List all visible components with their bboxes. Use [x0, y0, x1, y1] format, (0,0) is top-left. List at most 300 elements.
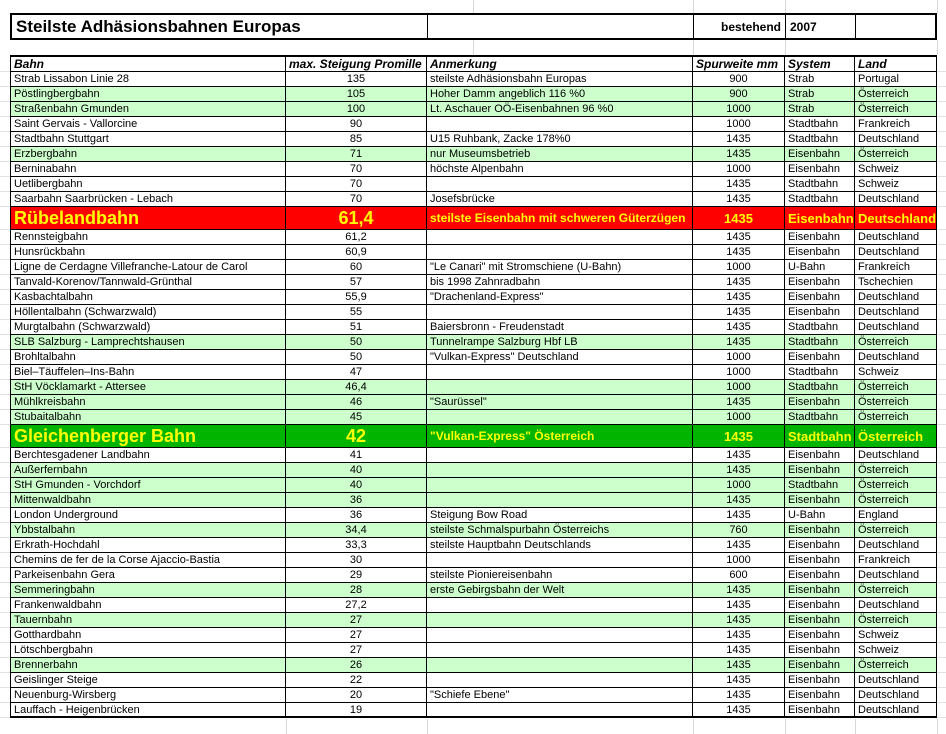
right-margin	[937, 260, 946, 275]
title-spacer-right	[855, 15, 935, 38]
cell-bahn: Pöstlingbergbahn	[10, 87, 286, 102]
left-margin	[0, 132, 10, 147]
left-margin	[0, 177, 10, 192]
cell-land: Österreich	[855, 613, 937, 628]
cell-spurweite: 1435	[693, 493, 785, 508]
cell-land: Deutschland	[855, 568, 937, 583]
cell-bahn: Mittenwaldbahn	[10, 493, 286, 508]
left-margin	[0, 583, 10, 598]
cell-spurweite: 1435	[693, 613, 785, 628]
column-header-bahn: Bahn	[10, 55, 286, 72]
cell-bahn: Brohltalbahn	[10, 350, 286, 365]
table-row	[0, 305, 946, 320]
table-row	[0, 245, 946, 260]
cell-land: Schweiz	[855, 643, 937, 658]
cell-steigung: 27	[286, 628, 427, 643]
cell-bahn: Brennerbahn	[10, 658, 286, 673]
table-row	[0, 553, 946, 568]
left-margin	[0, 365, 10, 380]
column-header-system: System	[785, 55, 855, 72]
cell-system: Eisenbahn	[785, 147, 855, 162]
cell-bahn: Rennsteigbahn	[10, 230, 286, 245]
left-margin	[0, 425, 10, 448]
cell-system: Stadtbahn	[785, 320, 855, 335]
right-margin	[937, 192, 946, 207]
left-margin	[0, 117, 10, 132]
right-margin	[937, 538, 946, 553]
cell-system: Strab	[785, 72, 855, 87]
cell-spurweite: 1435	[693, 463, 785, 478]
cell-bahn: Lauffach - Heigenbrücken	[10, 703, 286, 718]
cell-anmerkung: "Drachenland-Express"	[427, 290, 693, 305]
cell-spurweite: 1435	[693, 305, 785, 320]
gridline	[693, 0, 694, 13]
column-header-land: Land	[855, 55, 937, 72]
cell-spurweite: 1000	[693, 365, 785, 380]
cell-land: England	[855, 508, 937, 523]
cell-steigung: 28	[286, 583, 427, 598]
cell-land: Frankreich	[855, 260, 937, 275]
table-row	[0, 350, 946, 365]
cell-steigung: 70	[286, 192, 427, 207]
cell-steigung: 51	[286, 320, 427, 335]
cell-spurweite: 1435	[693, 320, 785, 335]
cell-land: Deutschland	[855, 350, 937, 365]
table-row	[0, 425, 946, 448]
cell-spurweite: 1435	[693, 192, 785, 207]
table-row	[0, 448, 946, 463]
table-row	[0, 192, 946, 207]
right-margin	[937, 508, 946, 523]
cell-land: Deutschland	[855, 598, 937, 613]
cell-system: Strab	[785, 102, 855, 117]
table-row	[0, 568, 946, 583]
cell-land: Deutschland	[855, 688, 937, 703]
table-body	[0, 72, 946, 718]
cell-anmerkung: Josefsbrücke	[427, 192, 693, 207]
table-row	[0, 493, 946, 508]
cell-steigung: 90	[286, 117, 427, 132]
cell-spurweite: 1435	[693, 703, 785, 718]
right-margin	[937, 132, 946, 147]
gridline	[785, 0, 786, 13]
left-margin	[0, 553, 10, 568]
cell-spurweite: 1000	[693, 380, 785, 395]
cell-system: Eisenbahn	[785, 658, 855, 673]
cell-steigung: 85	[286, 132, 427, 147]
left-margin	[0, 410, 10, 425]
left-margin	[0, 598, 10, 613]
cell-bahn: SLB Salzburg - Lamprechtshausen	[10, 335, 286, 350]
cell-spurweite: 1435	[693, 508, 785, 523]
cell-spurweite: 1000	[693, 162, 785, 177]
cell-anmerkung: Tunnelrampe Salzburg Hbf LB	[427, 335, 693, 350]
cell-spurweite: 1435	[693, 245, 785, 260]
cell-steigung: 36	[286, 493, 427, 508]
cell-bahn: Tanvald-Korenov/Tannwald-Grünthal	[10, 275, 286, 290]
cell-land: Österreich	[855, 335, 937, 350]
cell-system: Eisenbahn	[785, 305, 855, 320]
cell-bahn: Erzbergbahn	[10, 147, 286, 162]
cell-system: Stadtbahn	[785, 410, 855, 425]
left-margin	[0, 395, 10, 410]
cell-land: Österreich	[855, 380, 937, 395]
cell-steigung: 30	[286, 553, 427, 568]
left-margin	[0, 463, 10, 478]
cell-anmerkung	[427, 613, 693, 628]
cell-steigung: 46,4	[286, 380, 427, 395]
cell-system: Eisenbahn	[785, 673, 855, 688]
cell-bahn: StH Vöcklamarkt - Attersee	[10, 380, 286, 395]
cell-steigung: 27	[286, 613, 427, 628]
cell-bahn: Höllentalbahn (Schwarzwald)	[10, 305, 286, 320]
right-margin	[937, 410, 946, 425]
cell-land: Deutschland	[855, 290, 937, 305]
right-margin	[937, 380, 946, 395]
title-bar	[10, 13, 937, 40]
cell-steigung: 36	[286, 508, 427, 523]
cell-system: Stadtbahn	[785, 117, 855, 132]
cell-land: Österreich	[855, 147, 937, 162]
cell-system: Eisenbahn	[785, 448, 855, 463]
column-header-anmerkung: Anmerkung	[427, 55, 693, 72]
table-row	[0, 395, 946, 410]
cell-spurweite: 1000	[693, 117, 785, 132]
gridline	[473, 40, 474, 55]
cell-steigung: 135	[286, 72, 427, 87]
cell-steigung: 40	[286, 463, 427, 478]
right-margin	[937, 305, 946, 320]
cell-steigung: 26	[286, 658, 427, 673]
column-header-steigung: max. Steigung Promille	[286, 55, 427, 72]
cell-system: Eisenbahn	[785, 643, 855, 658]
table-row	[0, 380, 946, 395]
cell-system: Eisenbahn	[785, 703, 855, 718]
cell-anmerkung	[427, 478, 693, 493]
cell-system: Stadtbahn	[785, 425, 855, 448]
cell-system: Eisenbahn	[785, 538, 855, 553]
cell-steigung: 50	[286, 335, 427, 350]
right-margin	[937, 448, 946, 463]
cell-steigung: 100	[286, 102, 427, 117]
right-margin	[937, 365, 946, 380]
right-margin	[937, 598, 946, 613]
cell-bahn: Strab Lissabon Linie 28	[10, 72, 286, 87]
cell-anmerkung: Baiersbronn - Freudenstadt	[427, 320, 693, 335]
cell-steigung: 55,9	[286, 290, 427, 305]
cell-system: Eisenbahn	[785, 463, 855, 478]
right-margin	[937, 350, 946, 365]
cell-anmerkung	[427, 673, 693, 688]
cell-anmerkung	[427, 117, 693, 132]
right-margin	[937, 230, 946, 245]
table-row	[0, 147, 946, 162]
cell-bahn: Kasbachtalbahn	[10, 290, 286, 305]
cell-bahn: Frankenwaldbahn	[10, 598, 286, 613]
cell-land: Deutschland	[855, 192, 937, 207]
bestehend-label: bestehend	[693, 15, 785, 38]
cell-system: Eisenbahn	[785, 688, 855, 703]
cell-anmerkung: steilste Schmalspurbahn Österreichs	[427, 523, 693, 538]
cell-steigung: 20	[286, 688, 427, 703]
table-row	[0, 72, 946, 87]
cell-steigung: 29	[286, 568, 427, 583]
cell-spurweite: 1435	[693, 425, 785, 448]
table-row	[0, 117, 946, 132]
cell-bahn: Straßenbahn Gmunden	[10, 102, 286, 117]
cell-anmerkung	[427, 658, 693, 673]
cell-steigung: 50	[286, 350, 427, 365]
cell-system: Eisenbahn	[785, 628, 855, 643]
right-margin	[937, 102, 946, 117]
left-margin	[0, 448, 10, 463]
table-row	[0, 628, 946, 643]
cell-system: Stadtbahn	[785, 192, 855, 207]
right-margin	[937, 628, 946, 643]
cell-system: Stadtbahn	[785, 478, 855, 493]
railways-table	[0, 55, 946, 718]
cell-steigung: 55	[286, 305, 427, 320]
gridline	[937, 40, 938, 55]
cell-bahn: Murgtalbahn (Schwarzwald)	[10, 320, 286, 335]
left-margin	[0, 350, 10, 365]
cell-bahn: Uetlibergbahn	[10, 177, 286, 192]
cell-system: Eisenbahn	[785, 162, 855, 177]
cell-anmerkung: nur Museumsbetrieb	[427, 147, 693, 162]
right-margin	[937, 643, 946, 658]
cell-system: Eisenbahn	[785, 290, 855, 305]
cell-bahn: Semmeringbahn	[10, 583, 286, 598]
cell-steigung: 33,3	[286, 538, 427, 553]
cell-bahn: Stubaitalbahn	[10, 410, 286, 425]
left-margin	[0, 192, 10, 207]
right-margin	[937, 117, 946, 132]
gridline	[693, 719, 694, 734]
left-margin	[0, 643, 10, 658]
cell-bahn: Gotthardbahn	[10, 628, 286, 643]
table-row	[0, 230, 946, 245]
cell-system: Stadtbahn	[785, 380, 855, 395]
cell-spurweite: 1435	[693, 673, 785, 688]
cell-anmerkung: Steigung Bow Road	[427, 508, 693, 523]
cell-spurweite: 1435	[693, 658, 785, 673]
cell-anmerkung	[427, 380, 693, 395]
cell-steigung: 34,4	[286, 523, 427, 538]
left-margin	[0, 230, 10, 245]
cell-bahn: Stadtbahn Stuttgart	[10, 132, 286, 147]
cell-land: Deutschland	[855, 132, 937, 147]
cell-bahn: Biel–Täuffelen–Ins-Bahn	[10, 365, 286, 380]
cell-anmerkung: bis 1998 Zahnradbahn	[427, 275, 693, 290]
cell-land: Österreich	[855, 463, 937, 478]
right-margin	[937, 320, 946, 335]
left-margin	[0, 493, 10, 508]
cell-spurweite: 1435	[693, 598, 785, 613]
gridline	[427, 719, 428, 734]
cell-anmerkung	[427, 177, 693, 192]
cell-land: Deutschland	[855, 703, 937, 718]
cell-system: Stadtbahn	[785, 365, 855, 380]
left-margin	[0, 290, 10, 305]
table-row	[0, 583, 946, 598]
cell-anmerkung	[427, 410, 693, 425]
cell-anmerkung: "Vulkan-Express" Österreich	[427, 425, 693, 448]
left-margin	[0, 162, 10, 177]
cell-anmerkung	[427, 553, 693, 568]
cell-anmerkung: steilste Adhäsionsbahn Europas	[427, 72, 693, 87]
cell-spurweite: 900	[693, 87, 785, 102]
left-margin	[0, 305, 10, 320]
table-row	[0, 703, 946, 718]
cell-land: Deutschland	[855, 245, 937, 260]
cell-steigung: 27,2	[286, 598, 427, 613]
table-row	[0, 478, 946, 493]
page-title: Steilste Adhäsionsbahnen Europas	[16, 16, 301, 36]
cell-anmerkung: höchste Alpenbahn	[427, 162, 693, 177]
left-margin	[0, 87, 10, 102]
cell-spurweite: 1435	[693, 688, 785, 703]
right-margin	[937, 207, 946, 230]
right-margin	[937, 523, 946, 538]
cell-system: U-Bahn	[785, 508, 855, 523]
cell-land: Schweiz	[855, 162, 937, 177]
cell-land: Deutschland	[855, 305, 937, 320]
cell-system: Eisenbahn	[785, 553, 855, 568]
cell-land: Deutschland	[855, 673, 937, 688]
cell-bahn: Ligne de Cerdagne Villefranche-Latour de Carol	[10, 260, 286, 275]
table-row	[0, 658, 946, 673]
cell-steigung: 60	[286, 260, 427, 275]
cell-anmerkung	[427, 305, 693, 320]
cell-system: Eisenbahn	[785, 275, 855, 290]
left-margin	[0, 207, 10, 230]
gridline	[693, 40, 694, 55]
cell-bahn: Ybbstalbahn	[10, 523, 286, 538]
cell-system: Eisenbahn	[785, 350, 855, 365]
left-margin	[0, 508, 10, 523]
cell-steigung: 46	[286, 395, 427, 410]
cell-land: Tschechien	[855, 275, 937, 290]
left-margin	[0, 147, 10, 162]
left-margin	[0, 102, 10, 117]
cell-land: Deutschland	[855, 538, 937, 553]
table-row	[0, 643, 946, 658]
cell-land: Österreich	[855, 583, 937, 598]
cell-anmerkung: "Saurüssel"	[427, 395, 693, 410]
left-margin	[0, 320, 10, 335]
table-row	[0, 162, 946, 177]
right-margin	[937, 703, 946, 718]
cell-land: Frankreich	[855, 553, 937, 568]
cell-land: Deutschland	[855, 207, 937, 230]
left-margin	[0, 72, 10, 87]
cell-spurweite: 1435	[693, 628, 785, 643]
table-row	[0, 290, 946, 305]
cell-spurweite: 1000	[693, 478, 785, 493]
column-header-spurweite: Spurweite mm	[693, 55, 785, 72]
cell-land: Österreich	[855, 102, 937, 117]
cell-anmerkung	[427, 448, 693, 463]
table-row	[0, 523, 946, 538]
right-margin	[937, 658, 946, 673]
cell-anmerkung: Hoher Damm angeblich 116 %0	[427, 87, 693, 102]
cell-system: Eisenbahn	[785, 230, 855, 245]
table-header-row	[0, 55, 946, 72]
cell-land: Deutschland	[855, 448, 937, 463]
table-row	[0, 87, 946, 102]
cell-system: Eisenbahn	[785, 583, 855, 598]
gridline	[785, 719, 786, 734]
cell-steigung: 70	[286, 177, 427, 192]
cell-spurweite: 1000	[693, 260, 785, 275]
cell-anmerkung: "Le Canari" mit Stromschiene (U-Bahn)	[427, 260, 693, 275]
right-margin	[937, 162, 946, 177]
cell-land: Deutschland	[855, 320, 937, 335]
table-row	[0, 463, 946, 478]
right-margin	[937, 553, 946, 568]
cell-anmerkung: steilste Eisenbahn mit schweren Güterzügen	[427, 207, 693, 230]
cell-land: Österreich	[855, 523, 937, 538]
table-row	[0, 320, 946, 335]
cell-bahn: Berninabahn	[10, 162, 286, 177]
gridline	[286, 719, 287, 734]
cell-system: Stadtbahn	[785, 132, 855, 147]
left-margin	[0, 628, 10, 643]
cell-anmerkung	[427, 643, 693, 658]
cell-bahn: Geislinger Steige	[10, 673, 286, 688]
cell-system: Eisenbahn	[785, 613, 855, 628]
right-margin	[937, 87, 946, 102]
cell-spurweite: 1435	[693, 583, 785, 598]
cell-bahn: Lötschbergbahn	[10, 643, 286, 658]
left-margin	[0, 703, 10, 718]
cell-system: Eisenbahn	[785, 493, 855, 508]
cell-steigung: 57	[286, 275, 427, 290]
right-margin	[937, 673, 946, 688]
cell-spurweite: 1435	[693, 290, 785, 305]
year-value: 2007	[785, 15, 855, 38]
cell-bahn: Erkrath-Hochdahl	[10, 538, 286, 553]
right-margin	[937, 478, 946, 493]
left-margin	[0, 478, 10, 493]
cell-anmerkung	[427, 230, 693, 245]
cell-bahn: Chemins de fer de la Corse Ajaccio-Bastia	[10, 553, 286, 568]
cell-spurweite: 760	[693, 523, 785, 538]
cell-spurweite: 1435	[693, 335, 785, 350]
cell-spurweite: 1000	[693, 553, 785, 568]
right-margin	[937, 245, 946, 260]
cell-anmerkung	[427, 598, 693, 613]
table-row	[0, 132, 946, 147]
cell-system: Eisenbahn	[785, 568, 855, 583]
cell-spurweite: 1435	[693, 643, 785, 658]
table-row	[0, 335, 946, 350]
cell-steigung: 60,9	[286, 245, 427, 260]
left-margin	[0, 658, 10, 673]
cell-land: Österreich	[855, 87, 937, 102]
cell-land: Österreich	[855, 493, 937, 508]
cell-bahn: Saint Gervais - Vallorcine	[10, 117, 286, 132]
cell-bahn: Parkeisenbahn Gera	[10, 568, 286, 583]
right-margin	[937, 425, 946, 448]
cell-system: Eisenbahn	[785, 395, 855, 410]
cell-steigung: 71	[286, 147, 427, 162]
cell-anmerkung	[427, 365, 693, 380]
cell-spurweite: 600	[693, 568, 785, 583]
cell-bahn: Neuenburg-Wirsberg	[10, 688, 286, 703]
cell-anmerkung: U15 Ruhbank, Zacke 178%0	[427, 132, 693, 147]
cell-spurweite: 1000	[693, 102, 785, 117]
